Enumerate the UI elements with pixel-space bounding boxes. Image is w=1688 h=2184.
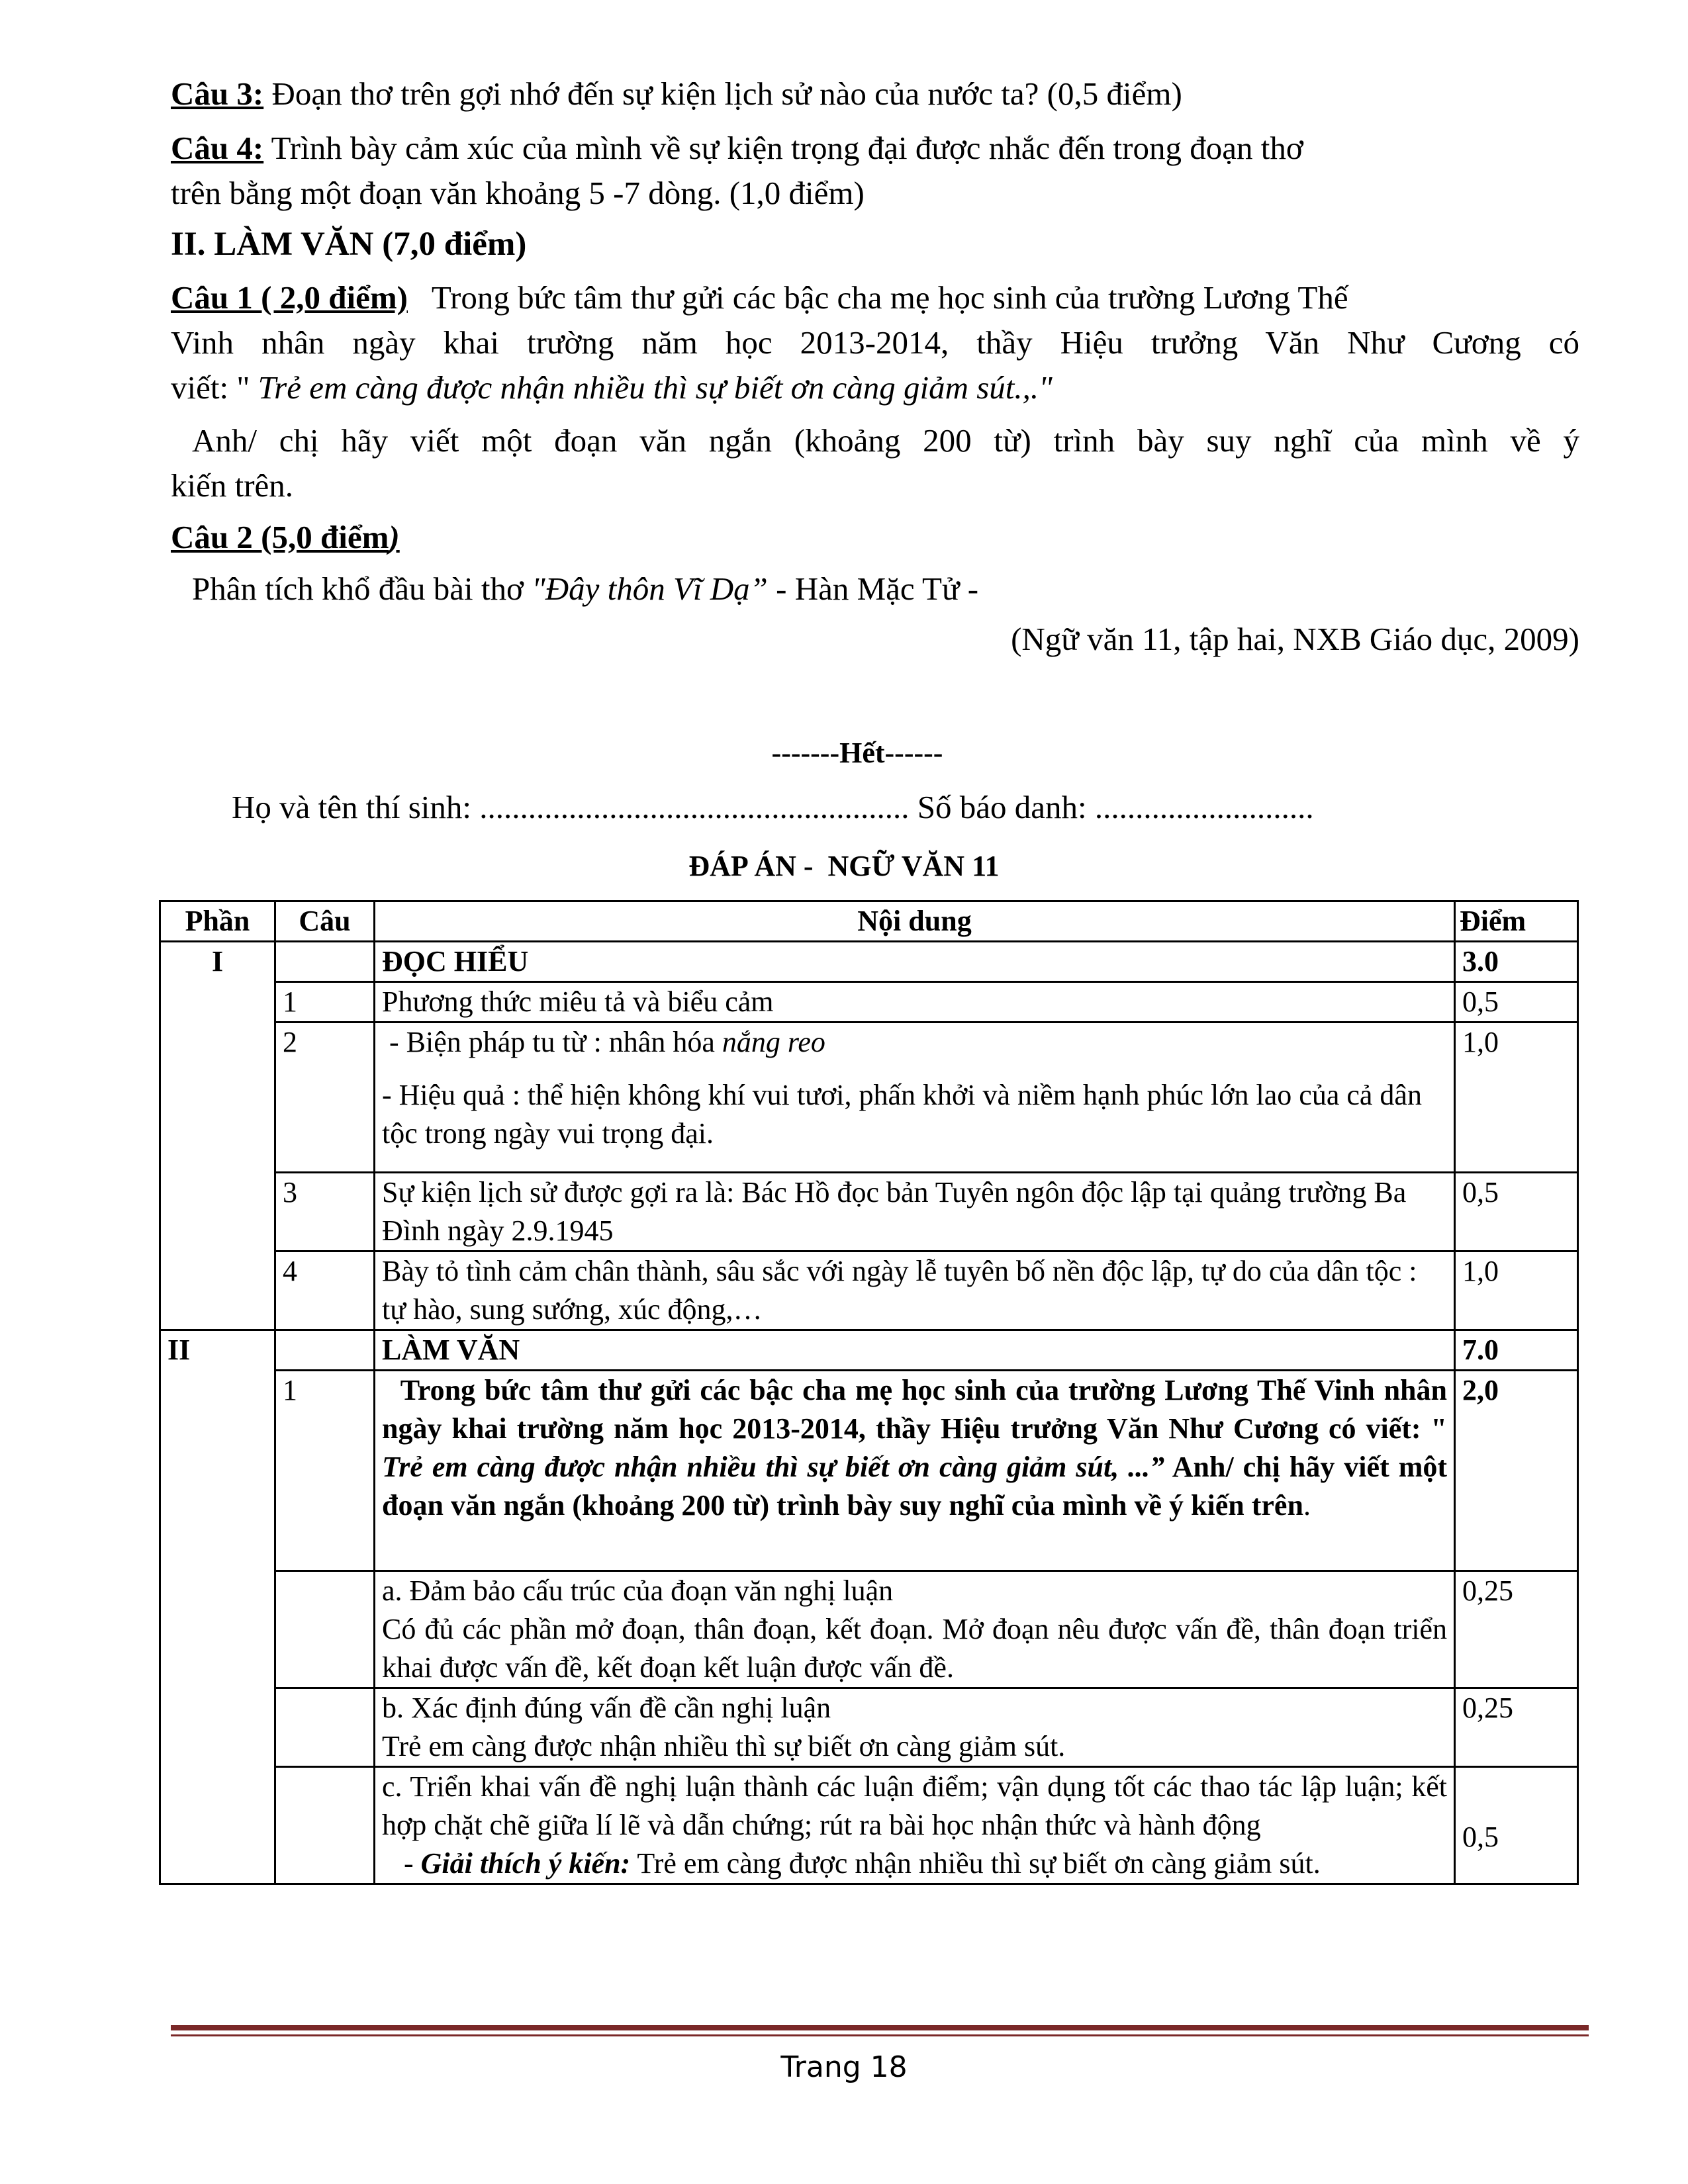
question-4-text-1: Trình bày cảm xúc của mình về sự kiện trọng đại được nhắc đến trong đoạn thơ [263, 130, 1303, 166]
row-4-content: Bày tỏ tình cảm chân thành, sâu sắc với ngày lễ tuyên bố nền độc lập, tự do của dân tộc : tự hào, sung sướng, xúc động,… [375, 1251, 1455, 1330]
essay-question-1-task-1: Anh/ chị hãy viết một đoạn văn ngắn (khoảng 200 từ) trình bày suy nghĩ của mình về ý [192, 422, 1579, 459]
row-1-score: 0,5 [1455, 982, 1578, 1023]
part-2-score: 7.0 [1455, 1330, 1578, 1371]
question-4-line-1 [171, 126, 1303, 170]
table-row-part-2 [160, 1330, 1578, 1371]
essay-question-1-line-2: Vinh nhân ngày khai trường năm học 2013-2014, thầy Hiệu trưởng Văn Như Cương có [171, 324, 1579, 361]
essay-question-2-text-a: Phân tích khổ đầu bài thơ [192, 570, 532, 607]
row-3-content: Sự kiện lịch sử được gợi ra là: Bác Hồ đọc bản Tuyên ngôn độc lập tại quảng trường Ba Đình ngày 2.9.1945 [375, 1173, 1455, 1251]
row-b-title: b. Xác định đúng vấn đề cần nghị luận [382, 1692, 831, 1724]
row-5-text-c: . [1303, 1489, 1311, 1522]
row-2-line-2: - Hiệu quả : thể hiện không khí vui tươi, phấn khởi và niềm hạnh phúc lớn lao của cả dân tộc trong ngày vui trọng đại. [382, 1079, 1422, 1150]
cell-empty [275, 942, 375, 982]
row-c-text-2: Trẻ em càng được nhận nhiều thì sự biết ơn càng giảm sút. [630, 1847, 1321, 1880]
row-5-text-a: Trong bức tâm thư gửi các bậc cha mẹ học sinh của trường Lương Thế Vinh nhân ngày khai trường năm học 2013-2014, thầy Hiệu trưởng Văn Như Cương có viết: " [382, 1374, 1455, 1445]
row-2-number: 2 [275, 1023, 375, 1173]
row-4-score: 1,0 [1455, 1251, 1578, 1330]
table-row [160, 982, 1578, 1023]
header-score: Điểm [1455, 901, 1578, 942]
table-row-part-1 [160, 942, 1578, 982]
essay-question-2-text-b: - Hàn Mặc Tử - [767, 570, 979, 607]
row-2-score: 1,0 [1455, 1023, 1578, 1173]
end-mark: -------Hết------ [771, 737, 943, 769]
part-2-title: LÀM VĂN [375, 1330, 1455, 1371]
table-row [160, 1251, 1578, 1330]
essay-question-1-line-3 [171, 365, 1053, 410]
header-question: Câu [275, 901, 375, 942]
question-4-line-2: trên bằng một đoạn văn khoảng 5 -7 dòng. (1,0 điểm) [171, 175, 865, 211]
row-1-number: 1 [275, 982, 375, 1023]
essay-question-1-label: Câu 1 ( 2,0 điểm) [171, 279, 408, 316]
part-1-score: 3.0 [1455, 942, 1578, 982]
row-2-text-a: - Biện pháp tu từ : nhân hóa [382, 1026, 722, 1058]
table-row [160, 1688, 1578, 1767]
essay-question-2-poem-title: "Đây thôn Vĩ Dạ” [532, 570, 768, 607]
answer-table [159, 900, 1579, 1885]
row-4-number: 4 [275, 1251, 375, 1330]
row-5-quote: Trẻ em càng được nhận nhiều thì sự biết ơn càng giảm sút, ...” [382, 1451, 1165, 1483]
table-row [160, 1371, 1578, 1571]
row-b-score: 0,25 [1455, 1688, 1578, 1767]
section-2-heading: II. LÀM VĂN (7,0 điểm) [171, 226, 527, 263]
row-a-score: 0,25 [1455, 1571, 1578, 1688]
cell-empty [275, 1767, 375, 1884]
table-row [160, 1767, 1578, 1884]
essay-question-2-label-line [171, 515, 400, 559]
essay-question-1-text-3: viết: " [171, 369, 250, 406]
row-5-score: 2,0 [1455, 1371, 1578, 1571]
cell-empty [275, 1571, 375, 1688]
row-2-content [375, 1023, 1455, 1173]
row-5-content [375, 1371, 1455, 1571]
row-a-title: a. Đảm bảo cấu trúc của đoạn văn nghị luận [382, 1574, 894, 1607]
question-3 [171, 71, 1182, 116]
essay-question-1-quote: Trẻ em càng được nhận nhiều thì sự biết ơn càng giảm sút.,." [250, 369, 1053, 406]
row-a-text: Có đủ các phần mở đoạn, thân đoạn, kết đoạn. Mở đoạn nêu được vấn đề, thân đoạn triển khai được vấn đề, kết đoạn kết luận được vấn đề. [382, 1613, 1447, 1684]
essay-question-1-text-1: Trong bức tâm thư gửi các bậc cha mẹ học sinh của trường Lương Thế [407, 279, 1348, 316]
cell-empty [275, 1330, 375, 1371]
row-b-text: Trẻ em càng được nhận nhiều thì sự biết ơn càng giảm sút. [382, 1730, 1066, 1762]
table-row [160, 1023, 1578, 1173]
row-3-score: 0,5 [1455, 1173, 1578, 1251]
row-c-text: c. Triển khai vấn đề nghị luận thành các luận điểm; vận dụng tốt các thao tác lập luận; kết hợp chặt chẽ giữa lí lẽ và dẫn chứng; rút ra bài học nhận thức và hành động [382, 1770, 1447, 1841]
candidate-id-field: Số báo danh: ........................... [909, 789, 1314, 825]
page-number: Trang 18 [780, 2050, 908, 2084]
row-5-number: 1 [275, 1371, 375, 1571]
row-c-label: Giải thích ý kiến: [420, 1847, 631, 1880]
table-header-row [160, 901, 1578, 942]
question-3-text: Đoạn thơ trên gợi nhớ đến sự kiện lịch sử nào của nước ta? (0,5 điểm) [263, 75, 1182, 112]
candidate-info [232, 785, 1314, 829]
question-3-label: Câu 3: [171, 75, 264, 112]
row-c-content [375, 1767, 1455, 1884]
header-content: Nội dung [375, 901, 1455, 942]
essay-question-1-line-1 [171, 275, 1348, 320]
part-2-number: II [160, 1330, 275, 1884]
essay-question-2-source: (Ngữ văn 11, tập hai, NXB Giáo dục, 2009) [1011, 621, 1579, 657]
question-4-label: Câu 4: [171, 130, 264, 166]
row-c-line-2 [382, 1844, 1447, 1883]
candidate-name-field: Họ và tên thí sinh: ..................................................... [232, 789, 910, 825]
row-a-content [375, 1571, 1455, 1688]
row-2-text-italic: nắng reo [722, 1026, 825, 1058]
row-2-line-1 [382, 1023, 1447, 1062]
row-5-text-b: Anh/ chị hãy viết một đoạn văn ngắn (khoảng 200 từ) trình bày suy nghĩ của mình về ý kiến trên [382, 1451, 1447, 1522]
row-c-dash: - [382, 1847, 421, 1880]
footer-rule-thick [171, 2025, 1589, 2030]
table-row [160, 1173, 1578, 1251]
essay-question-2-label-paren: ) [389, 519, 400, 555]
answer-key-title: ĐÁP ÁN - NGỮ VĂN 11 [688, 850, 1000, 882]
essay-question-1-task-2: kiến trên. [171, 467, 294, 504]
footer-rule-thin [171, 2034, 1589, 2036]
header-part: Phần [160, 901, 275, 942]
part-1-number: I [160, 942, 275, 1330]
row-b-content [375, 1688, 1455, 1767]
table-row [160, 1571, 1578, 1688]
part-1-title: ĐỌC HIỂU [375, 942, 1455, 982]
essay-question-2-text [192, 567, 978, 611]
row-c-score: 0,5 [1455, 1767, 1578, 1884]
essay-question-2-label: Câu 2 (5,0 điểm [171, 519, 389, 555]
row-1-content: Phương thức miêu tả và biểu cảm [375, 982, 1455, 1023]
cell-empty [275, 1688, 375, 1767]
row-3-number: 3 [275, 1173, 375, 1251]
